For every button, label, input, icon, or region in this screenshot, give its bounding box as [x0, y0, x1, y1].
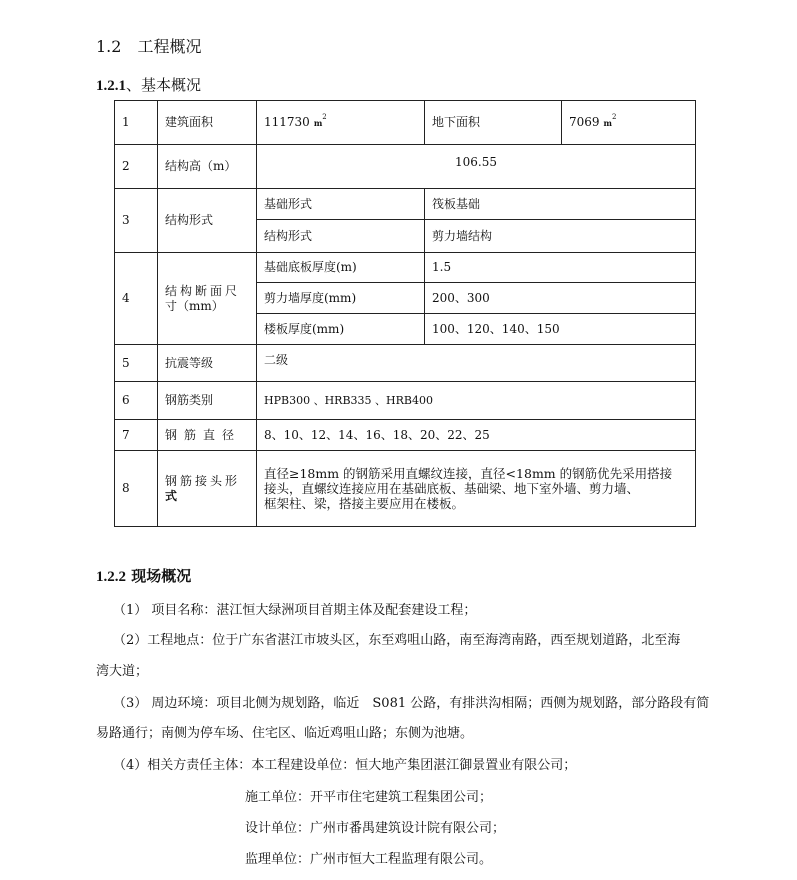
sub-label: 结构形式	[257, 220, 425, 253]
row-number: 8	[115, 451, 158, 527]
table-row	[115, 382, 696, 420]
table-row	[115, 345, 696, 382]
area-unit-exponent: 2	[322, 113, 327, 122]
area-unit: m	[313, 118, 322, 129]
table-row	[115, 145, 696, 189]
section-heading: 1.2 工程概况	[96, 37, 202, 56]
table-row	[115, 189, 696, 220]
row-label	[158, 253, 257, 345]
sub-label: 基础底板厚度(m)	[257, 253, 425, 283]
sub-label: 基础形式	[257, 189, 425, 220]
rebar-joint-description	[257, 451, 696, 527]
description-line: 直径≥18mm 的钢筋采用直螺纹连接，直径<18mm 的钢筋优先采用搭接	[264, 466, 673, 481]
row-label-line: 结构断面尺	[165, 284, 241, 299]
list-item-surroundings: （3） 周边环境：项目北侧为规划路，临近 S081 公路，有排洪沟相隔；西侧为规划路，部分路段有简	[113, 696, 710, 711]
row-label-line: 钢筋接头形	[165, 474, 241, 489]
row-number: 4	[115, 253, 158, 345]
area-unit: m	[603, 118, 612, 129]
seismic-grade-value: 二级	[257, 345, 696, 382]
row-number: 6	[115, 382, 158, 420]
supervisor-line: 监理单位：广州市恒大工程监理有限公司。	[245, 852, 493, 867]
subsection-title: 现场概况	[126, 567, 192, 585]
table-row	[115, 253, 696, 283]
list-item-location-cont: 湾大道；	[96, 664, 149, 679]
list-item-parties: （4）相关方责任主体：本工程建设单位：恒大地产集团湛江御景置业有限公司；	[113, 758, 577, 773]
subsection-number: 1.2.2	[96, 569, 126, 585]
row-number: 7	[115, 420, 158, 451]
description-line: 框架柱、梁，搭接主要应用在楼板。	[264, 496, 465, 511]
row-label: 结构高（m）	[158, 145, 257, 189]
table-row	[115, 101, 696, 145]
row-label-line: 寸（mm）	[165, 298, 224, 313]
subsection-heading-basic	[96, 74, 201, 95]
contractor-line: 施工单位：开平市住宅建筑工程集团公司；	[245, 790, 493, 805]
sub-value: 剪力墙结构	[425, 220, 696, 253]
rebar-diameter-value: 8、10、12、14、16、18、20、22、25	[257, 420, 696, 451]
sub-label: 剪力墙厚度(mm)	[257, 283, 425, 314]
row-label: 建筑面积	[158, 101, 257, 145]
table-row	[115, 420, 696, 451]
row-number: 1	[115, 101, 158, 145]
subsection-number: 1.2.1	[96, 78, 126, 94]
sub-label: 楼板厚度(mm)	[257, 314, 425, 345]
structure-height-value: 106.55	[257, 145, 696, 189]
list-item-location: （2）工程地点：位于广东省湛江市坡头区，东至鸡咀山路，南至海湾南路，西至规划道路，北至海	[113, 633, 681, 648]
underground-area-value: 7069	[569, 115, 600, 130]
description-line: 接头，直螺纹连接应用在基础底板、基础梁、地下室外墙、剪力墙、	[264, 481, 640, 496]
row-label: 结构形式	[158, 189, 257, 253]
project-spec-table	[114, 100, 696, 527]
sub-value: 100、120、140、150	[425, 314, 696, 345]
row-label	[158, 451, 257, 527]
sub-value: 200、300	[425, 283, 696, 314]
gross-area-cell	[257, 101, 425, 145]
table-row	[115, 451, 696, 527]
row-label: 钢筋类别	[158, 382, 257, 420]
area-unit-exponent: 2	[612, 113, 617, 122]
subsection-heading-site	[96, 565, 191, 586]
sub-value: 筏板基础	[425, 189, 696, 220]
underground-area-cell	[562, 101, 696, 145]
row-label-2: 地下面积	[425, 101, 562, 145]
designer-line: 设计单位：广州市番禺建筑设计院有限公司；	[245, 821, 506, 836]
row-label: 钢筋直径	[158, 420, 257, 451]
list-item-surroundings-cont: 易路通行；南侧为停车场、住宅区、临近鸡咀山路；东侧为池塘。	[96, 726, 474, 741]
row-label: 抗震等级	[158, 345, 257, 382]
subsection-title: 、基本概况	[126, 76, 202, 94]
row-label-line: 式	[165, 488, 178, 503]
sub-value: 1.5	[425, 253, 696, 283]
list-item-project-name: （1） 项目名称：湛江恒大绿洲项目首期主体及配套建设工程；	[113, 603, 477, 618]
row-number: 2	[115, 145, 158, 189]
row-number: 3	[115, 189, 158, 253]
row-number: 5	[115, 345, 158, 382]
gross-area-value: 111730	[264, 115, 310, 130]
rebar-type-value: HPB300 、HRB335 、HRB400	[257, 382, 696, 420]
